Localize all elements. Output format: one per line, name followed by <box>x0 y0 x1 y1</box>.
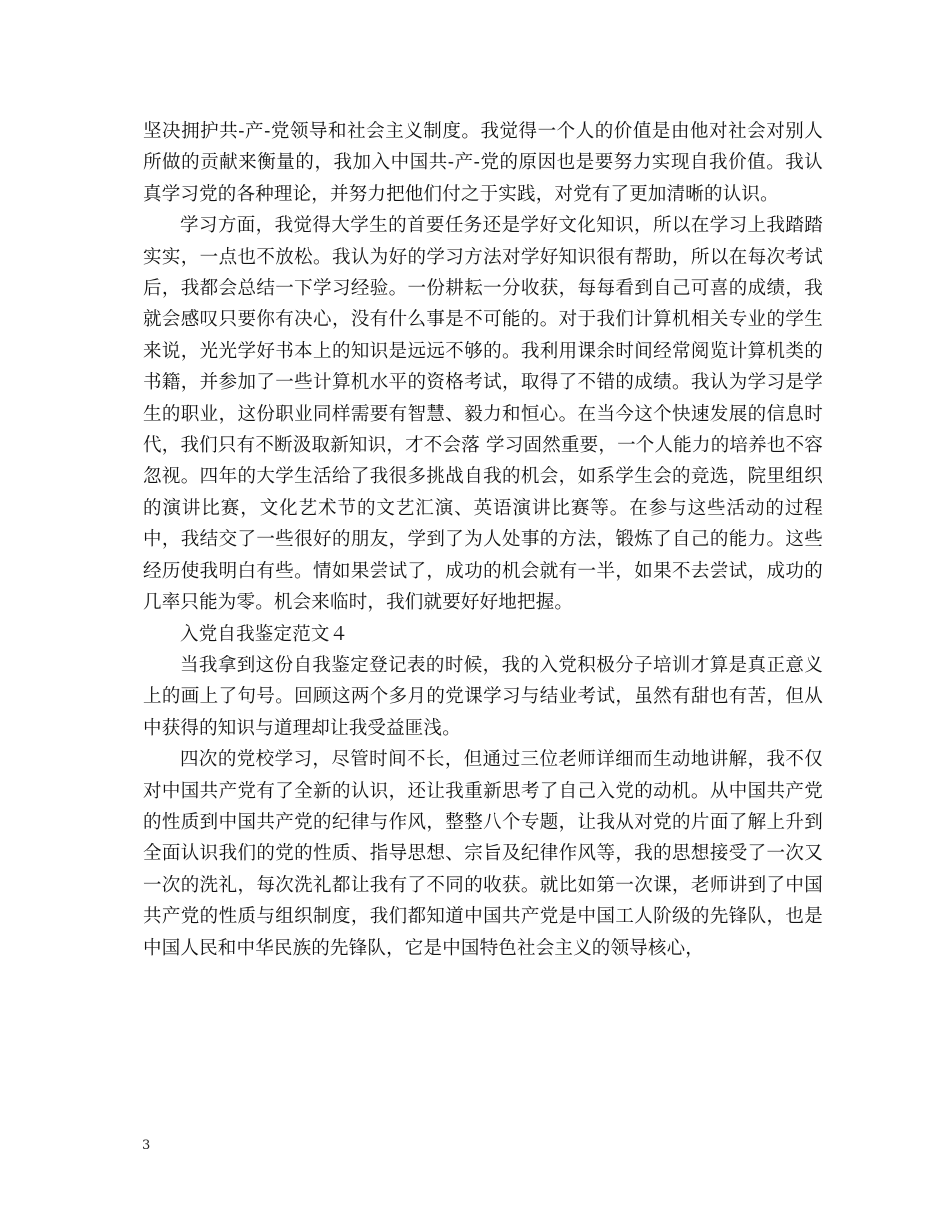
document-body <box>143 116 823 964</box>
page-number: 3 <box>142 1138 151 1153</box>
paragraph-party-school: 四次的党校学习，尽管时间不长，但通过三位老师详细而生动地讲解，我不仅对中国共产党有了全新的认识，还让我重新思考了自己入党的动机。从中国共产党的性质到中国共产党的纪律与作风，整整八个专题，让我从对党的片面了解上升到全面认识我们的党的性质、指导思想、宗旨及纪律作风等，我的思想接受了一次又一次的洗礼，每次洗礼都让我有了不同的收获。就比如第一次课，老师讲到了中国共产党的性质与组织制度，我们都知道中国共产党是中国工人阶级的先锋队，也是中国人民和中华民族的先锋队，它是中国特色社会主义的领导核心， <box>143 749 823 959</box>
section-heading: 入党自我鉴定范文４ <box>180 623 349 645</box>
paragraph-party-support: 坚决拥护共-产-党领导和社会主义制度。我觉得一个人的价值是由他对社会对别人所做的贡献来衡量的，我加入中国共-产-党的原因也是要努力实现自我价值。我认真学习党的各种理论，并努力把他们付之于实践，对党有了更加清晰的认识。 <box>143 121 823 205</box>
paragraph-registration-form: 当我拿到这份自我鉴定登记表的时候，我的入党积极分子培训才算是真正意义上的画上了句号。回顾这两个多月的党课学习与结业考试，虽然有甜也有苦，但从中获得的知识与道理却让我受益匪浅。 <box>143 654 823 739</box>
paragraph-study: 学习方面，我觉得大学生的首要任务还是学好文化知识，所以在学习上我踏踏实实，一点也不放松。我认为好的学习方法对学好知识很有帮助，所以在每次考试后，我都会总结一下学习经验。一份耕耘一分收获，每每看到自己可喜的成绩，我就会感叹只要你有决心，没有什么事是不可能的。对于我们计算机相关专业的学生来说，光光学好书本上的知识是远远不够的。我利用课余时间经常阅览计算机类的书籍，并参加了一些计算机水平的资格考试，取得了不错的成绩。我认为学习是学生的职业，这份职业同样需要有智慧、毅力和恒心。在当今这个快速发展的信息时代，我们只有不断汲取新知识，才不会落 学习固然重要，一个人能力的培养也不容忽视。四年的大学生活给了我很多挑战自我的机会，如系学生会的竞选，院里组织的演讲比赛，文化艺术节的文艺汇演、英语演讲比赛等。在参与这些活动的过程中，我结交了一些很好的朋友，学到了为人处事的方法，锻炼了自己的能力。这些经历使我明白有些。情如果尝试了，成功的机会就有一半，如果不去尝试，成功的几率只能为零。机会来临时，我们就要好好地把握。 <box>143 215 823 614</box>
